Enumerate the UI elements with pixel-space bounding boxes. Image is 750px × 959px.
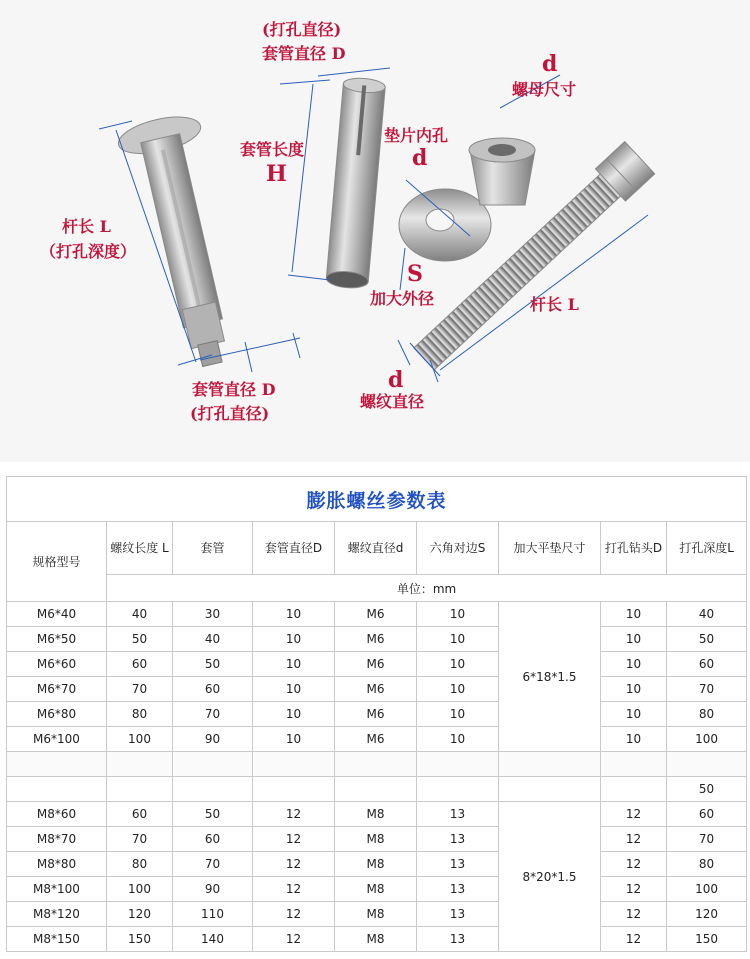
- cell-drill-depth: 80: [667, 702, 747, 727]
- cell-sleeve: 70: [173, 702, 253, 727]
- cell-hex-flats: 13: [417, 927, 499, 952]
- cell-drill-depth: 80: [667, 852, 747, 877]
- cell-drill-bit: 12: [601, 902, 667, 927]
- cell-model: M8*60: [7, 802, 107, 827]
- cell-thread-length: 40: [107, 602, 173, 627]
- header-sleeve-dia: 套管直径D: [253, 522, 335, 575]
- cell-sleeve-dia: 10: [253, 652, 335, 677]
- label-nut-2: 螺母尺寸: [512, 80, 577, 99]
- header-sleeve: 套管: [173, 522, 253, 575]
- table-row: [7, 827, 747, 852]
- sleeve: [326, 77, 386, 290]
- cell-sleeve-dia: 12: [253, 902, 335, 927]
- label-thread-dia-2: 螺纹直径: [360, 392, 425, 411]
- cell-drill-depth: 70: [667, 827, 747, 852]
- cell-thread-length: 120: [107, 902, 173, 927]
- parameter-table: [6, 476, 747, 952]
- label-sleeve-dia-bottom-1: 套管直径 D: [192, 380, 276, 399]
- cell-thread-dia: M8: [335, 827, 417, 852]
- table-row: [7, 902, 747, 927]
- cell-sleeve-dia: 12: [253, 877, 335, 902]
- cell-drill-bit: 10: [601, 727, 667, 752]
- cell-thread-dia: M6: [335, 602, 417, 627]
- cell-sleeve: 60: [173, 827, 253, 852]
- cell-drill-depth: 60: [667, 802, 747, 827]
- table-row: [7, 927, 747, 952]
- table-row: [7, 852, 747, 877]
- cell-thread-dia: M8: [335, 877, 417, 902]
- cell-sleeve-dia: 10: [253, 602, 335, 627]
- table-row: [7, 802, 747, 827]
- cell-sleeve: 110: [173, 902, 253, 927]
- header-hex-flats: 六角对边S: [417, 522, 499, 575]
- cell-drill-bit: 10: [601, 677, 667, 702]
- washer: [399, 189, 491, 261]
- cell-drill-depth: 120: [667, 902, 747, 927]
- cell-model: M8*80: [7, 852, 107, 877]
- cell-thread-length: 50: [107, 627, 173, 652]
- cell-thread-dia: M8: [335, 902, 417, 927]
- cell-drill-bit: 10: [601, 602, 667, 627]
- label-thread-dia-1: d: [388, 367, 404, 393]
- cell-thread-length: 70: [107, 827, 173, 852]
- cell-washer-m6: 6*18*1.5: [499, 602, 601, 752]
- cell-drill-depth: 60: [667, 652, 747, 677]
- cell-hex-flats: 10: [417, 602, 499, 627]
- header-model: 规格型号: [7, 522, 107, 602]
- cell-drill-bit: 10: [601, 652, 667, 677]
- cell-thread-length: 80: [107, 702, 173, 727]
- label-washer-inner-2: d: [412, 145, 428, 171]
- cell-thread-dia: M8: [335, 802, 417, 827]
- header-drill-bit: 打孔钻头D: [601, 522, 667, 575]
- label-sleeve-dia-top-1: (打孔直径): [262, 20, 342, 39]
- cell-thread-length: 80: [107, 852, 173, 877]
- cell-drill-depth: 150: [667, 927, 747, 952]
- table-row: [7, 627, 747, 652]
- cell-sleeve: 70: [173, 852, 253, 877]
- cell-model: M6*60: [7, 652, 107, 677]
- table-row: [7, 702, 747, 727]
- table-title: 膨胀螺丝参数表: [7, 477, 747, 522]
- cell-thread-length: 60: [107, 652, 173, 677]
- label-sleeve-length-1: 套管长度: [240, 140, 305, 159]
- cell-sleeve: 50: [173, 802, 253, 827]
- product-diagram: [0, 0, 750, 462]
- cell-sleeve-dia: 10: [253, 677, 335, 702]
- cell-sleeve: 140: [173, 927, 253, 952]
- label-rod-length-left-2: （打孔深度）: [40, 242, 137, 261]
- label-washer-outer-2: 加大外径: [370, 289, 435, 308]
- cell-drill-depth: 100: [667, 877, 747, 902]
- cell-sleeve: 50: [173, 652, 253, 677]
- label-washer-outer-1: S: [407, 261, 423, 287]
- cell-model: M6*50: [7, 627, 107, 652]
- label-rod-length-left-1: 杆长 L: [62, 217, 111, 236]
- cell-model: M6*100: [7, 727, 107, 752]
- cell-thread-dia: M8: [335, 852, 417, 877]
- cell-thread-length: 60: [107, 802, 173, 827]
- table-row: [7, 877, 747, 902]
- cell-drill-depth: 50: [667, 777, 747, 802]
- header-thread-dia: 螺纹直径d: [335, 522, 417, 575]
- cell-sleeve-dia: 12: [253, 827, 335, 852]
- cell-model: M8*150: [7, 927, 107, 952]
- cell-model: M8*70: [7, 827, 107, 852]
- header-drill-depth: 打孔深度L: [667, 522, 747, 575]
- parameter-table-section: [6, 476, 746, 952]
- label-nut-1: d: [542, 51, 558, 77]
- cell-sleeve-dia: 12: [253, 927, 335, 952]
- cell-washer-m8: 8*20*1.5: [499, 802, 601, 952]
- cell-thread-length: 150: [107, 927, 173, 952]
- table-row-extra: [7, 777, 747, 802]
- table-row: [7, 727, 747, 752]
- cell-thread-length: 70: [107, 677, 173, 702]
- header-washer: 加大平垫尺寸: [499, 522, 601, 575]
- cell-model: M8*100: [7, 877, 107, 902]
- cell-thread-dia: M6: [335, 727, 417, 752]
- cell-drill-depth: 70: [667, 677, 747, 702]
- header-row: [7, 522, 747, 575]
- table-row: [7, 602, 747, 627]
- unit-label: 单位：mm: [107, 575, 747, 602]
- cell-drill-bit: 10: [601, 702, 667, 727]
- cell-drill-bit: 12: [601, 927, 667, 952]
- label-rod-length-right: 杆长 L: [530, 295, 579, 314]
- cell-thread-dia: M6: [335, 627, 417, 652]
- label-sleeve-dia-bottom-2: (打孔直径): [190, 404, 270, 423]
- cell-model: M8*120: [7, 902, 107, 927]
- cell-drill-depth: 40: [667, 602, 747, 627]
- cell-thread-length: 100: [107, 877, 173, 902]
- cell-drill-bit: 12: [601, 802, 667, 827]
- cell-sleeve-dia: 10: [253, 727, 335, 752]
- table-row: [7, 677, 747, 702]
- cone-nut: [469, 138, 535, 205]
- cell-drill-bit: 10: [601, 627, 667, 652]
- cell-hex-flats: 10: [417, 702, 499, 727]
- table-row: [7, 652, 747, 677]
- cell-drill-bit: 12: [601, 852, 667, 877]
- cell-hex-flats: 13: [417, 877, 499, 902]
- cell-thread-length: 100: [107, 727, 173, 752]
- cell-model: M6*40: [7, 602, 107, 627]
- cell-drill-bit: 12: [601, 827, 667, 852]
- cell-hex-flats: 13: [417, 802, 499, 827]
- cell-model: M6*80: [7, 702, 107, 727]
- cell-model: M6*70: [7, 677, 107, 702]
- cell-sleeve-dia: 12: [253, 802, 335, 827]
- cell-drill-depth: 50: [667, 627, 747, 652]
- cell-sleeve: 30: [173, 602, 253, 627]
- label-sleeve-dia-top-2: 套管直径 D: [262, 44, 346, 63]
- cell-hex-flats: 10: [417, 727, 499, 752]
- spacer-row: [7, 752, 747, 777]
- label-sleeve-length-2: H: [266, 161, 287, 187]
- cell-thread-dia: M6: [335, 702, 417, 727]
- cell-hex-flats: 10: [417, 677, 499, 702]
- cell-hex-flats: 10: [417, 652, 499, 677]
- label-washer-inner-1: 垫片内孔: [384, 126, 449, 145]
- cell-sleeve-dia: 10: [253, 627, 335, 652]
- cell-drill-bit: 12: [601, 877, 667, 902]
- cell-sleeve-dia: 12: [253, 852, 335, 877]
- cell-hex-flats: 13: [417, 902, 499, 927]
- cell-hex-flats: 10: [417, 627, 499, 652]
- header-thread-length: 螺纹长度 L: [107, 522, 173, 575]
- cell-drill-depth: 100: [667, 727, 747, 752]
- cell-hex-flats: 13: [417, 827, 499, 852]
- cell-thread-dia: M6: [335, 677, 417, 702]
- cell-sleeve: 90: [173, 877, 253, 902]
- cell-sleeve: 90: [173, 727, 253, 752]
- cell-sleeve: 40: [173, 627, 253, 652]
- cell-thread-dia: M6: [335, 652, 417, 677]
- cell-sleeve: 60: [173, 677, 253, 702]
- cell-thread-dia: M8: [335, 927, 417, 952]
- cell-hex-flats: 13: [417, 852, 499, 877]
- cell-sleeve-dia: 10: [253, 702, 335, 727]
